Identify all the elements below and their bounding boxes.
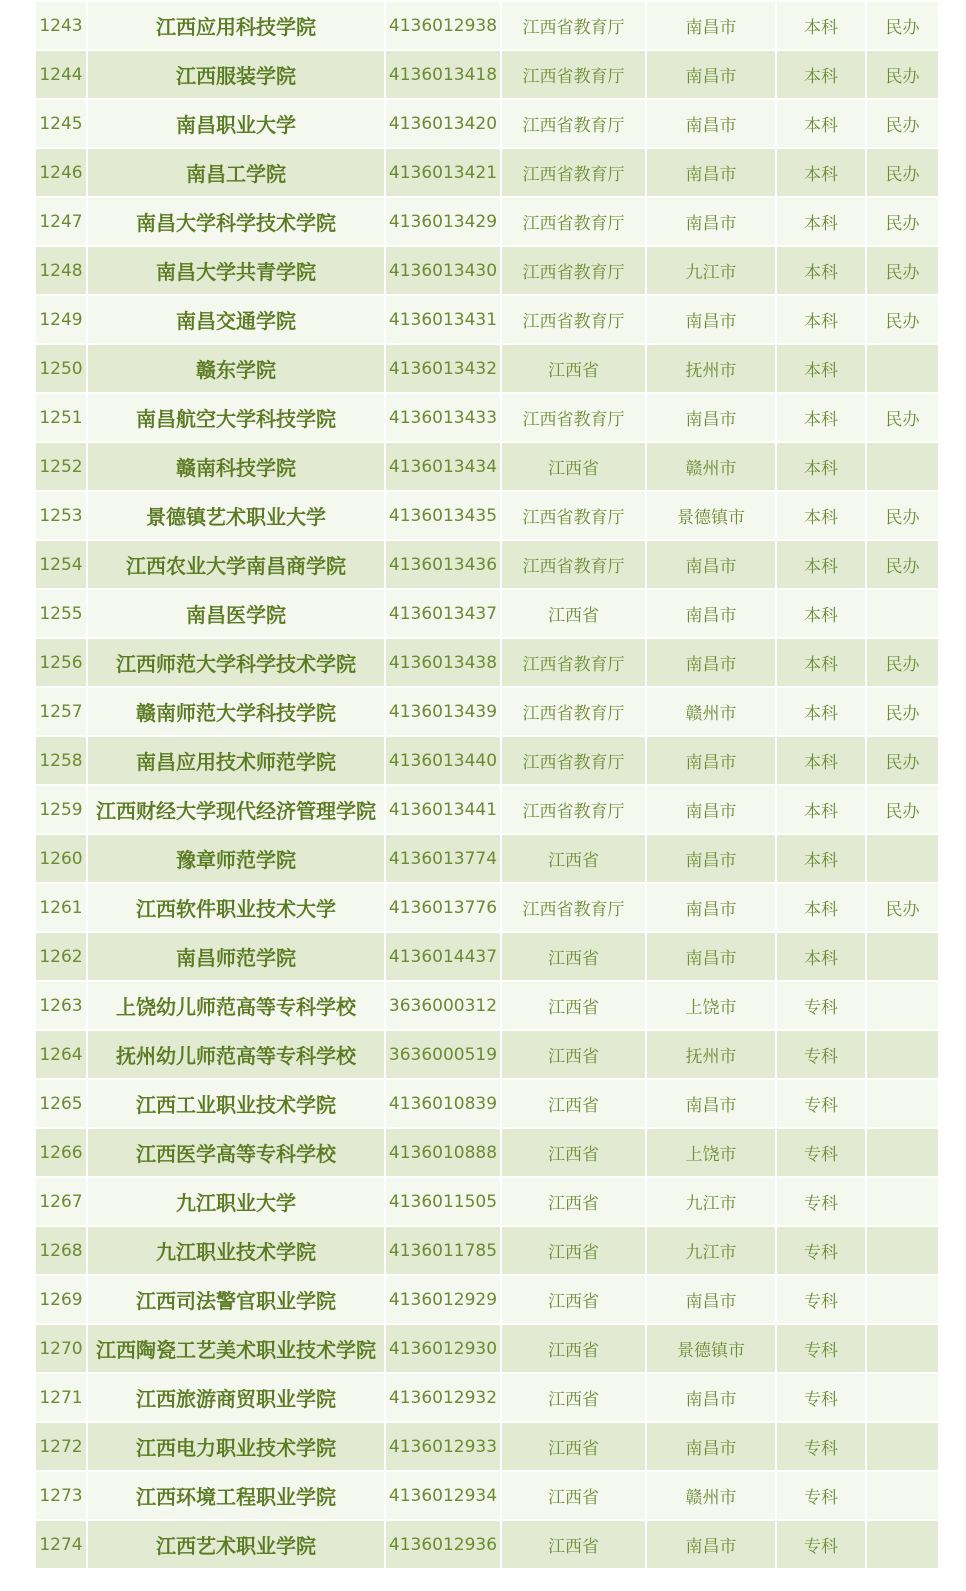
seq-cell: 1266 (35, 1128, 87, 1177)
level-cell: 专科 (776, 1275, 866, 1324)
school-name-cell: 江西医学高等专科学校 (87, 1128, 385, 1177)
table-row (35, 1520, 939, 1569)
school-code-cell: 4136013418 (385, 50, 501, 99)
note-cell: 民办 (866, 50, 939, 99)
school-name-cell: 上饶幼儿师范高等专科学校 (87, 981, 385, 1030)
level-cell: 本科 (776, 883, 866, 932)
department-cell: 江西省 (501, 1520, 646, 1569)
seq-cell: 1274 (35, 1520, 87, 1569)
school-name-cell: 江西陶瓷工艺美术职业技术学院 (87, 1324, 385, 1373)
seq-cell: 1253 (35, 491, 87, 540)
table-row (35, 834, 939, 883)
seq-cell: 1269 (35, 1275, 87, 1324)
level-cell: 本科 (776, 491, 866, 540)
table-row (35, 981, 939, 1030)
school-name-cell: 抚州幼儿师范高等专科学校 (87, 1030, 385, 1079)
school-code-cell: 4136014437 (385, 932, 501, 981)
table-row (35, 491, 939, 540)
level-cell: 本科 (776, 344, 866, 393)
level-cell: 专科 (776, 1030, 866, 1079)
school-name-cell: 赣南师范大学科技学院 (87, 687, 385, 736)
level-cell: 专科 (776, 1373, 866, 1422)
city-cell: 南昌市 (646, 1079, 776, 1128)
department-cell: 江西省教育厅 (501, 540, 646, 589)
table-row (35, 1226, 939, 1275)
city-cell: 上饶市 (646, 1128, 776, 1177)
note-cell (866, 1079, 939, 1128)
seq-cell: 1264 (35, 1030, 87, 1079)
school-name-cell: 豫章师范学院 (87, 834, 385, 883)
note-cell (866, 1177, 939, 1226)
department-cell: 江西省教育厅 (501, 687, 646, 736)
city-cell: 抚州市 (646, 1030, 776, 1079)
school-code-cell: 4136010888 (385, 1128, 501, 1177)
note-cell: 民办 (866, 785, 939, 834)
table-row (35, 638, 939, 687)
note-cell (866, 834, 939, 883)
department-cell: 江西省 (501, 1128, 646, 1177)
school-code-cell: 4136013430 (385, 246, 501, 295)
school-name-cell: 赣东学院 (87, 344, 385, 393)
school-code-cell: 4136013438 (385, 638, 501, 687)
level-cell: 本科 (776, 148, 866, 197)
department-cell: 江西省教育厅 (501, 50, 646, 99)
seq-cell: 1273 (35, 1471, 87, 1520)
school-code-cell: 4136012929 (385, 1275, 501, 1324)
note-cell (866, 1422, 939, 1471)
school-code-cell: 4136013440 (385, 736, 501, 785)
table-row (35, 344, 939, 393)
note-cell (866, 442, 939, 491)
school-name-cell: 江西软件职业技术大学 (87, 883, 385, 932)
city-cell: 九江市 (646, 1226, 776, 1275)
seq-cell: 1262 (35, 932, 87, 981)
level-cell: 本科 (776, 785, 866, 834)
note-cell (866, 1373, 939, 1422)
department-cell: 江西省教育厅 (501, 1, 646, 50)
note-cell: 民办 (866, 687, 939, 736)
seq-cell: 1249 (35, 295, 87, 344)
note-cell (866, 1030, 939, 1079)
school-name-cell: 江西电力职业技术学院 (87, 1422, 385, 1471)
school-name-cell: 南昌职业大学 (87, 99, 385, 148)
table-row (35, 540, 939, 589)
school-code-cell: 4136013439 (385, 687, 501, 736)
seq-cell: 1271 (35, 1373, 87, 1422)
note-cell (866, 1520, 939, 1569)
city-cell: 南昌市 (646, 197, 776, 246)
school-name-cell: 南昌航空大学科技学院 (87, 393, 385, 442)
school-name-cell: 九江职业技术学院 (87, 1226, 385, 1275)
department-cell: 江西省 (501, 1177, 646, 1226)
level-cell: 专科 (776, 1177, 866, 1226)
note-cell (866, 589, 939, 638)
table-row (35, 393, 939, 442)
note-cell: 民办 (866, 295, 939, 344)
school-name-cell: 南昌大学科学技术学院 (87, 197, 385, 246)
table-row (35, 1471, 939, 1520)
city-cell: 南昌市 (646, 638, 776, 687)
level-cell: 本科 (776, 50, 866, 99)
seq-cell: 1250 (35, 344, 87, 393)
city-cell: 南昌市 (646, 785, 776, 834)
seq-cell: 1257 (35, 687, 87, 736)
table-row (35, 246, 939, 295)
level-cell: 专科 (776, 1128, 866, 1177)
note-cell: 民办 (866, 1, 939, 50)
school-code-cell: 4136012930 (385, 1324, 501, 1373)
school-code-cell: 4136011785 (385, 1226, 501, 1275)
department-cell: 江西省 (501, 1373, 646, 1422)
department-cell: 江西省教育厅 (501, 197, 646, 246)
city-cell: 南昌市 (646, 50, 776, 99)
school-name-cell: 赣南科技学院 (87, 442, 385, 491)
school-code-cell: 4136013436 (385, 540, 501, 589)
school-name-cell: 南昌应用技术师范学院 (87, 736, 385, 785)
city-cell: 赣州市 (646, 687, 776, 736)
level-cell: 本科 (776, 1, 866, 50)
table-row (35, 197, 939, 246)
level-cell: 本科 (776, 834, 866, 883)
seq-cell: 1256 (35, 638, 87, 687)
school-code-cell: 4136012938 (385, 1, 501, 50)
school-code-cell: 4136013441 (385, 785, 501, 834)
department-cell: 江西省教育厅 (501, 638, 646, 687)
department-cell: 江西省 (501, 344, 646, 393)
level-cell: 本科 (776, 589, 866, 638)
note-cell: 民办 (866, 540, 939, 589)
level-cell: 本科 (776, 687, 866, 736)
department-cell: 江西省教育厅 (501, 883, 646, 932)
school-code-cell: 4136013774 (385, 834, 501, 883)
school-name-cell: 南昌工学院 (87, 148, 385, 197)
note-cell (866, 1275, 939, 1324)
seq-cell: 1265 (35, 1079, 87, 1128)
school-name-cell: 江西环境工程职业学院 (87, 1471, 385, 1520)
note-cell: 民办 (866, 99, 939, 148)
table-row (35, 1324, 939, 1373)
city-cell: 南昌市 (646, 1520, 776, 1569)
city-cell: 赣州市 (646, 1471, 776, 1520)
level-cell: 专科 (776, 1079, 866, 1128)
note-cell: 民办 (866, 736, 939, 785)
department-cell: 江西省教育厅 (501, 295, 646, 344)
table-row (35, 736, 939, 785)
table-row (35, 932, 939, 981)
school-code-cell: 4136013776 (385, 883, 501, 932)
level-cell: 本科 (776, 393, 866, 442)
school-name-cell: 南昌交通学院 (87, 295, 385, 344)
department-cell: 江西省教育厅 (501, 785, 646, 834)
department-cell: 江西省教育厅 (501, 393, 646, 442)
school-code-cell: 3636000519 (385, 1030, 501, 1079)
note-cell: 民办 (866, 197, 939, 246)
level-cell: 专科 (776, 1226, 866, 1275)
department-cell: 江西省 (501, 932, 646, 981)
school-code-cell: 4136013429 (385, 197, 501, 246)
table-row (35, 1177, 939, 1226)
school-name-cell: 江西师范大学科学技术学院 (87, 638, 385, 687)
school-code-cell: 4136010839 (385, 1079, 501, 1128)
department-cell: 江西省 (501, 1030, 646, 1079)
seq-cell: 1246 (35, 148, 87, 197)
city-cell: 南昌市 (646, 1, 776, 50)
level-cell: 本科 (776, 932, 866, 981)
school-code-cell: 3636000312 (385, 981, 501, 1030)
school-name-cell: 南昌大学共青学院 (87, 246, 385, 295)
note-cell (866, 1324, 939, 1373)
city-cell: 九江市 (646, 1177, 776, 1226)
note-cell (866, 1226, 939, 1275)
seq-cell: 1254 (35, 540, 87, 589)
level-cell: 本科 (776, 295, 866, 344)
city-cell: 南昌市 (646, 99, 776, 148)
table-row (35, 148, 939, 197)
department-cell: 江西省 (501, 442, 646, 491)
seq-cell: 1243 (35, 1, 87, 50)
school-name-cell: 江西艺术职业学院 (87, 1520, 385, 1569)
city-cell: 南昌市 (646, 1422, 776, 1471)
department-cell: 江西省 (501, 981, 646, 1030)
school-code-cell: 4136013431 (385, 295, 501, 344)
city-cell: 南昌市 (646, 1275, 776, 1324)
department-cell: 江西省 (501, 1471, 646, 1520)
school-code-cell: 4136013420 (385, 99, 501, 148)
department-cell: 江西省 (501, 1422, 646, 1471)
department-cell: 江西省教育厅 (501, 246, 646, 295)
table-row (35, 589, 939, 638)
school-code-cell: 4136012932 (385, 1373, 501, 1422)
school-code-cell: 4136013434 (385, 442, 501, 491)
level-cell: 本科 (776, 442, 866, 491)
level-cell: 专科 (776, 1520, 866, 1569)
level-cell: 本科 (776, 540, 866, 589)
department-cell: 江西省 (501, 1324, 646, 1373)
level-cell: 专科 (776, 981, 866, 1030)
seq-cell: 1244 (35, 50, 87, 99)
table-row (35, 785, 939, 834)
level-cell: 本科 (776, 99, 866, 148)
note-cell: 民办 (866, 491, 939, 540)
note-cell (866, 1128, 939, 1177)
school-code-cell: 4136012936 (385, 1520, 501, 1569)
table-row (35, 1030, 939, 1079)
school-code-cell: 4136013432 (385, 344, 501, 393)
seq-cell: 1247 (35, 197, 87, 246)
level-cell: 本科 (776, 736, 866, 785)
seq-cell: 1245 (35, 99, 87, 148)
note-cell (866, 932, 939, 981)
school-code-cell: 4136012933 (385, 1422, 501, 1471)
department-cell: 江西省 (501, 834, 646, 883)
seq-cell: 1267 (35, 1177, 87, 1226)
note-cell: 民办 (866, 883, 939, 932)
seq-cell: 1252 (35, 442, 87, 491)
seq-cell: 1248 (35, 246, 87, 295)
level-cell: 本科 (776, 638, 866, 687)
department-cell: 江西省教育厅 (501, 99, 646, 148)
note-cell: 民办 (866, 246, 939, 295)
seq-cell: 1258 (35, 736, 87, 785)
school-code-cell: 4136013435 (385, 491, 501, 540)
seq-cell: 1255 (35, 589, 87, 638)
seq-cell: 1272 (35, 1422, 87, 1471)
level-cell: 专科 (776, 1324, 866, 1373)
note-cell (866, 1471, 939, 1520)
department-cell: 江西省教育厅 (501, 736, 646, 785)
department-cell: 江西省 (501, 1226, 646, 1275)
school-code-cell: 4136013421 (385, 148, 501, 197)
seq-cell: 1261 (35, 883, 87, 932)
city-cell: 景德镇市 (646, 491, 776, 540)
seq-cell: 1270 (35, 1324, 87, 1373)
table-row (35, 687, 939, 736)
table-row (35, 1079, 939, 1128)
city-cell: 南昌市 (646, 393, 776, 442)
level-cell: 本科 (776, 246, 866, 295)
city-cell: 赣州市 (646, 442, 776, 491)
school-name-cell: 江西农业大学南昌商学院 (87, 540, 385, 589)
city-cell: 九江市 (646, 246, 776, 295)
city-cell: 南昌市 (646, 295, 776, 344)
seq-cell: 1260 (35, 834, 87, 883)
table-row (35, 99, 939, 148)
seq-cell: 1259 (35, 785, 87, 834)
school-name-cell: 江西财经大学现代经济管理学院 (87, 785, 385, 834)
level-cell: 专科 (776, 1471, 866, 1520)
city-cell: 抚州市 (646, 344, 776, 393)
city-cell: 南昌市 (646, 834, 776, 883)
school-code-cell: 4136012934 (385, 1471, 501, 1520)
school-code-cell: 4136011505 (385, 1177, 501, 1226)
city-cell: 南昌市 (646, 1373, 776, 1422)
school-name-cell: 江西工业职业技术学院 (87, 1079, 385, 1128)
table-row (35, 295, 939, 344)
school-name-cell: 江西服装学院 (87, 50, 385, 99)
school-name-cell: 江西应用科技学院 (87, 1, 385, 50)
seq-cell: 1263 (35, 981, 87, 1030)
city-cell: 南昌市 (646, 736, 776, 785)
school-name-cell: 南昌师范学院 (87, 932, 385, 981)
city-cell: 南昌市 (646, 932, 776, 981)
university-table (34, 0, 938, 1570)
school-code-cell: 4136013437 (385, 589, 501, 638)
table-row (35, 1275, 939, 1324)
table-row (35, 50, 939, 99)
city-cell: 南昌市 (646, 589, 776, 638)
note-cell (866, 981, 939, 1030)
department-cell: 江西省 (501, 1275, 646, 1324)
level-cell: 专科 (776, 1422, 866, 1471)
level-cell: 本科 (776, 197, 866, 246)
city-cell: 南昌市 (646, 148, 776, 197)
seq-cell: 1268 (35, 1226, 87, 1275)
table-row (35, 883, 939, 932)
school-name-cell: 景德镇艺术职业大学 (87, 491, 385, 540)
school-name-cell: 江西司法警官职业学院 (87, 1275, 385, 1324)
department-cell: 江西省 (501, 589, 646, 638)
seq-cell: 1251 (35, 393, 87, 442)
school-name-cell: 江西旅游商贸职业学院 (87, 1373, 385, 1422)
table-row (35, 1373, 939, 1422)
note-cell: 民办 (866, 148, 939, 197)
table-row (35, 1, 939, 50)
city-cell: 南昌市 (646, 883, 776, 932)
note-cell: 民办 (866, 393, 939, 442)
table-body (35, 1, 939, 1569)
note-cell (866, 344, 939, 393)
school-name-cell: 九江职业大学 (87, 1177, 385, 1226)
city-cell: 上饶市 (646, 981, 776, 1030)
note-cell: 民办 (866, 638, 939, 687)
table-row (35, 442, 939, 491)
department-cell: 江西省教育厅 (501, 148, 646, 197)
university-list (34, 0, 940, 1570)
city-cell: 南昌市 (646, 540, 776, 589)
table-row (35, 1128, 939, 1177)
school-code-cell: 4136013433 (385, 393, 501, 442)
city-cell: 景德镇市 (646, 1324, 776, 1373)
department-cell: 江西省 (501, 1079, 646, 1128)
school-name-cell: 南昌医学院 (87, 589, 385, 638)
department-cell: 江西省教育厅 (501, 491, 646, 540)
table-row (35, 1422, 939, 1471)
